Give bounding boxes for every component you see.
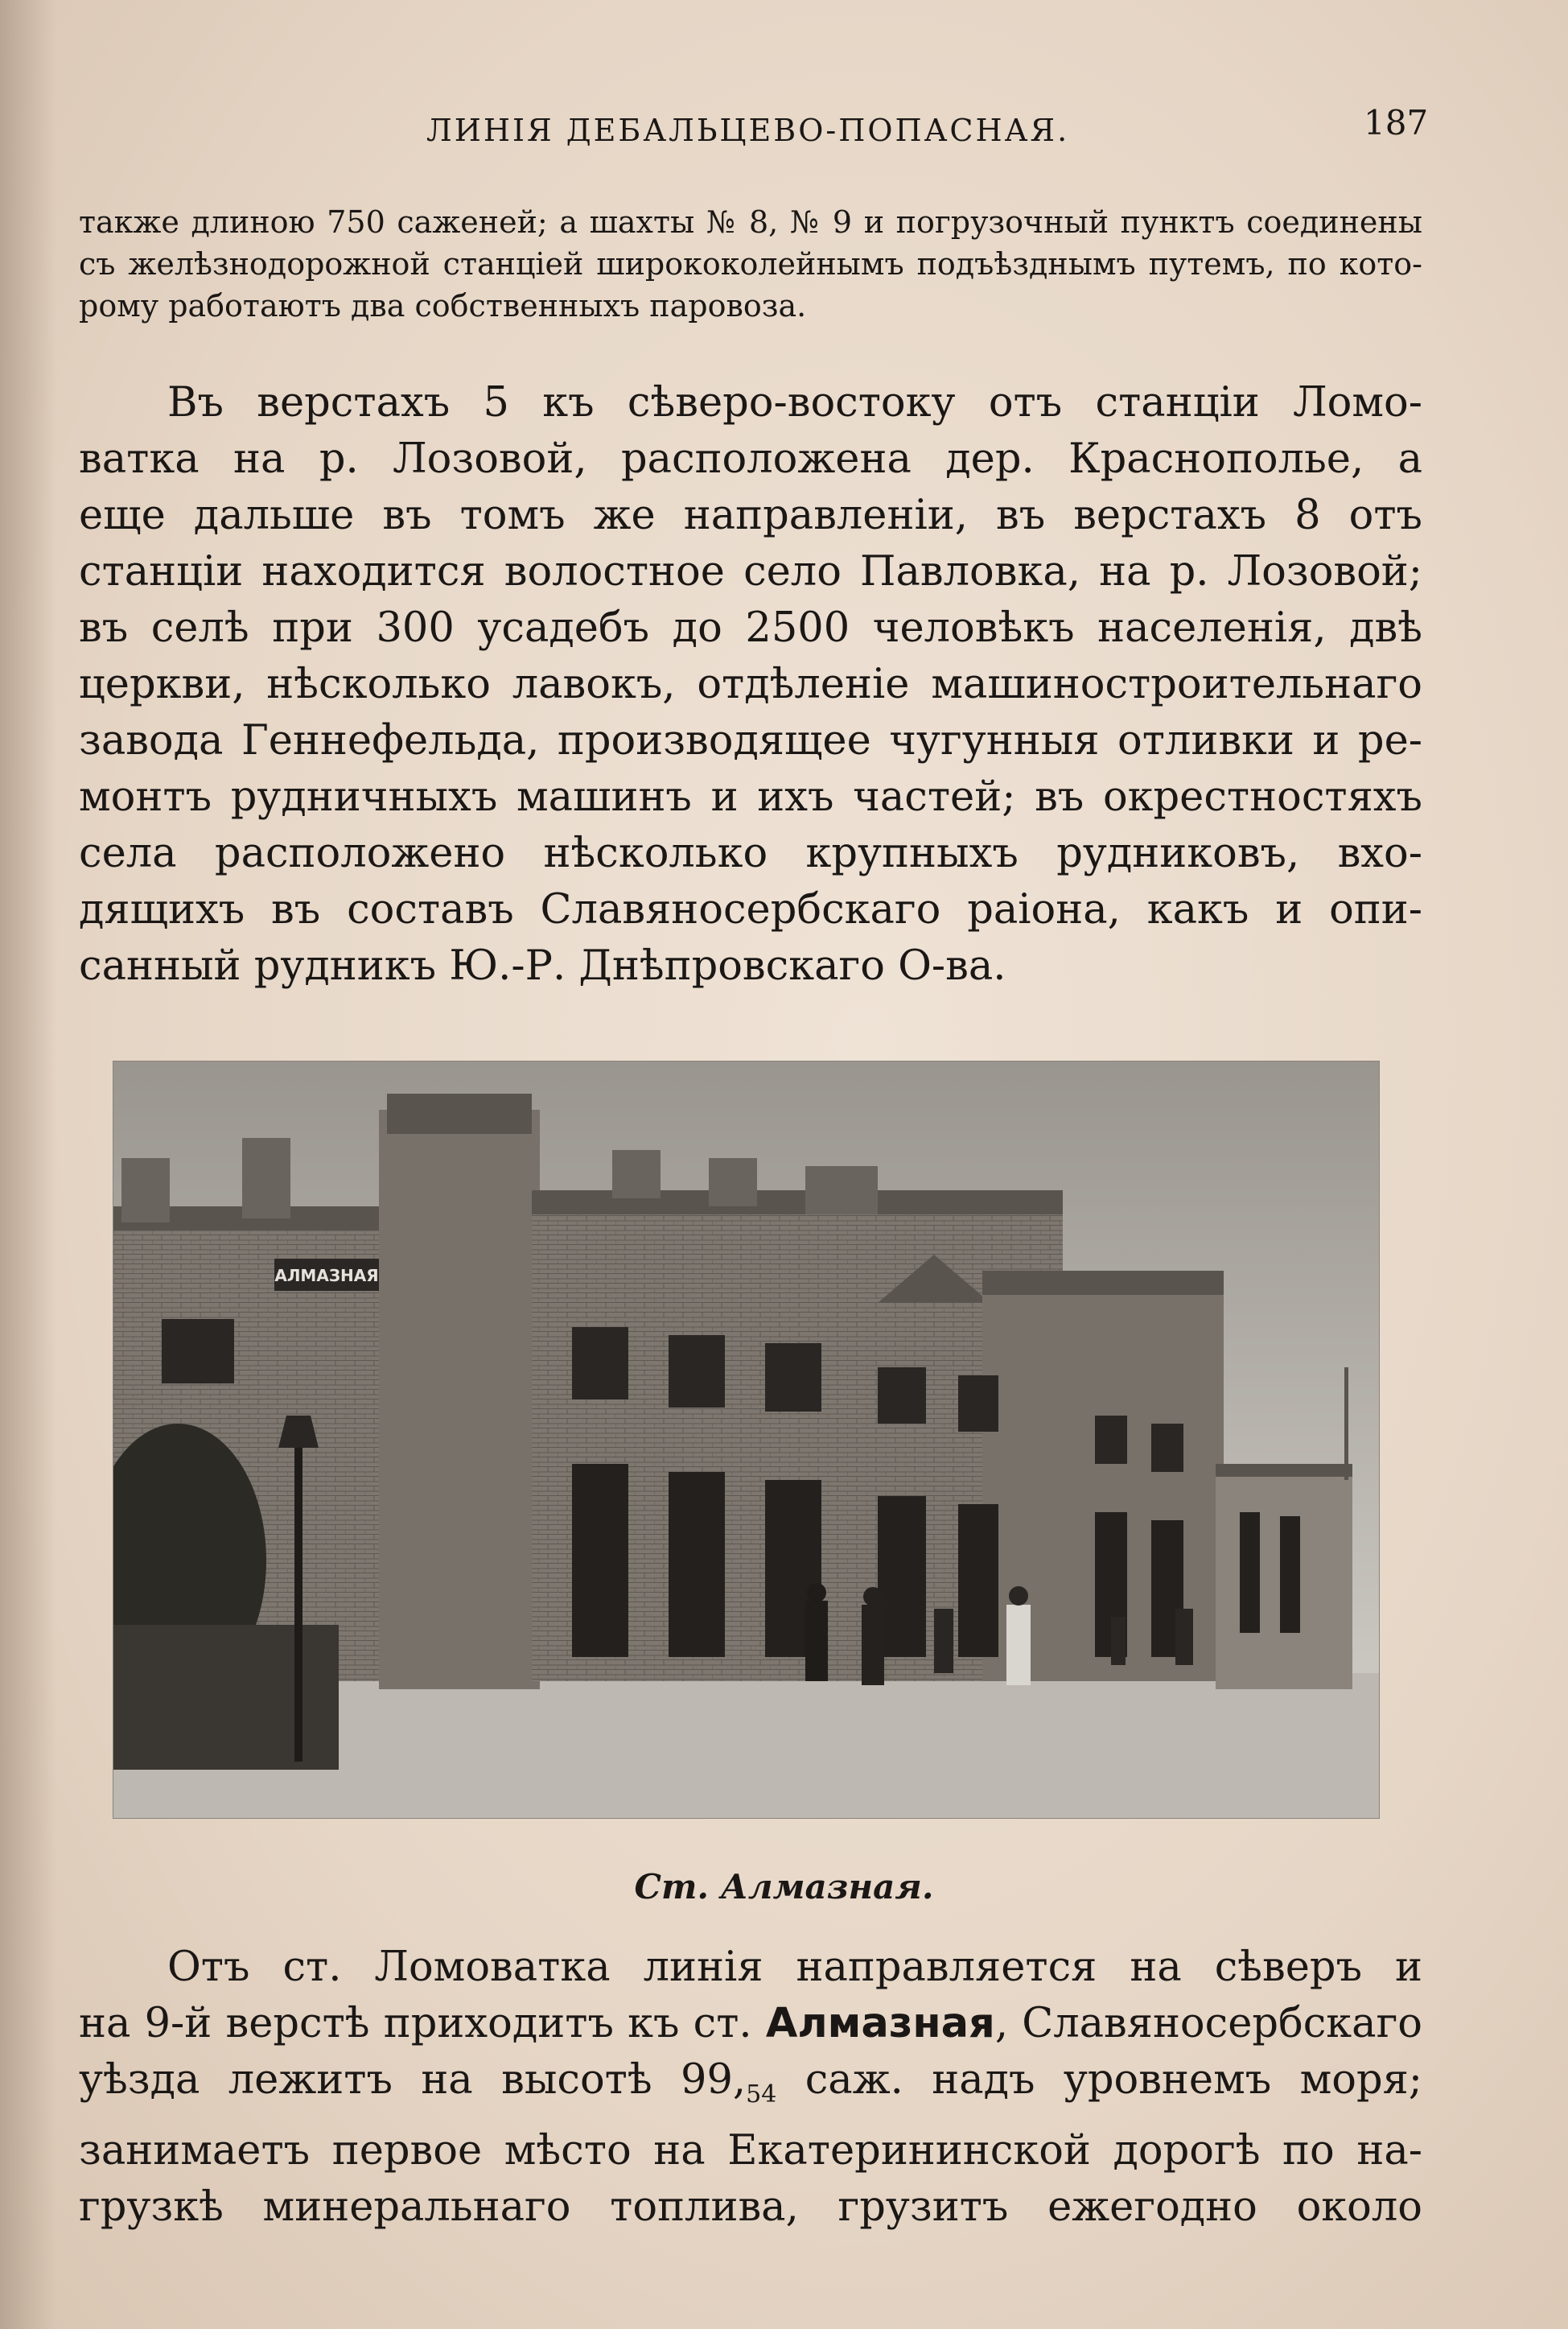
page-gutter-shadow	[0, 0, 56, 2329]
text-line: дящихъ въ составъ Славяносербскаго раіона, какъ и опи-	[79, 886, 1422, 934]
text-line: также длиною 750 саженей; а шахты № 8, № 9 и погрузочный пунктъ соединены	[79, 204, 1422, 240]
text-line: Отъ ст. Ломоватка линія направляется на сѣверъ и	[167, 1944, 1422, 1991]
text-line: ватка на р. Лозовой, расположена дер. Краснополье, а	[79, 435, 1422, 483]
text-line: еще дальше въ томъ же направленіи, въ верстахъ 8 отъ	[79, 492, 1422, 539]
text-line: завода Геннефельда, производящее чугунныя отливки и ре-	[79, 717, 1422, 765]
text-line: рому работаютъ два собственныхъ паровоза.	[79, 288, 807, 324]
text-line: въ селѣ при 300 усадебъ до 2500 человѣкъ населенія, двѣ	[79, 604, 1422, 652]
paragraph-krasnopolye	[79, 375, 1422, 995]
text-segment: на 9-й верстѣ приходитъ къ ст.	[79, 2000, 766, 2047]
text-line: съ желѣзнодорожной станціей ширококолейнымъ подъѣзднымъ путемъ, по кото-	[79, 246, 1422, 282]
running-title: ЛИНІЯ ДЕБАЛЬЦЕВО-ПОПАСНАЯ.	[426, 113, 1070, 148]
text-segment: уѣзда лежитъ на высотѣ 99,	[79, 2056, 747, 2104]
text-line: занимаетъ первое мѣсто на Екатерининской дорогѣ по на-	[79, 2127, 1422, 2175]
station-building-illustration	[113, 1061, 1379, 1818]
station-photograph	[113, 1061, 1380, 1819]
paragraph-almaznaya	[79, 1939, 1422, 2236]
text-line: села расположено нѣсколько крупныхъ рудниковъ, вхо-	[79, 830, 1422, 877]
altitude-subscript: 54	[746, 2080, 777, 2109]
text-line	[79, 2052, 1422, 2123]
text-line: грузкѣ минеральнаго топлива, грузитъ ежегодно около	[79, 2183, 1422, 2232]
station-sign-text: АЛМАЗНАЯ	[274, 1266, 379, 1285]
text-segment: саж. надъ уровнемъ моря;	[776, 2056, 1422, 2104]
text-segment: , Славяносербскаго	[994, 2000, 1423, 2047]
page-number: 187	[1364, 103, 1429, 142]
text-line: Въ верстахъ 5 къ сѣверо-востоку отъ станціи Ломо-	[167, 379, 1422, 427]
continuation-paragraph	[79, 201, 1422, 327]
text-line: санный рудникъ Ю.-Р. Днѣпровскаго О-ва.	[79, 942, 1006, 990]
text-line: монтъ рудничныхъ машинъ и ихъ частей; въ окрестностяхъ	[79, 773, 1422, 821]
photo-caption: Ст. Алмазная.	[634, 1867, 934, 1906]
text-line: станціи находится волостное село Павловка, на р. Лозовой;	[79, 548, 1422, 596]
text-line: церкви, нѣсколько лавокъ, отдѣленіе машиностроительнаго	[79, 661, 1422, 708]
station-name-bold: Алмазная	[765, 2000, 995, 2047]
text-line	[79, 1996, 1422, 2052]
